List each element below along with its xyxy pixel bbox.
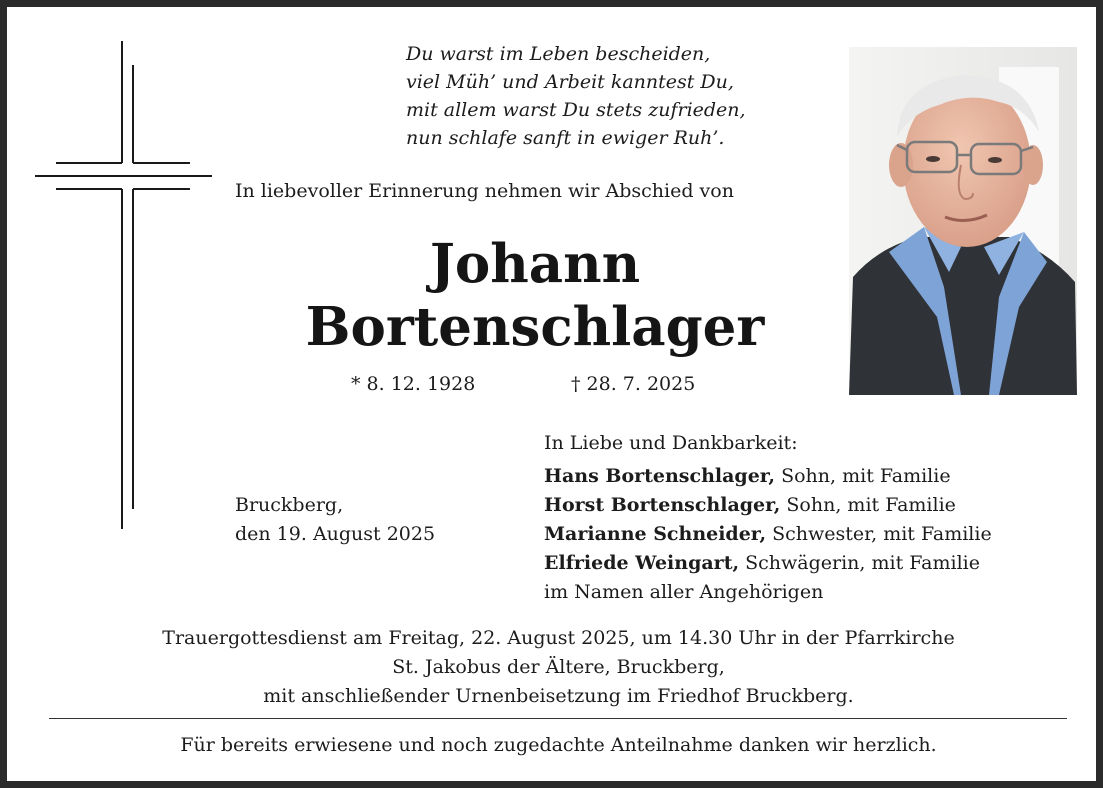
birth-date: * 8. 12. 1928 — [351, 373, 476, 395]
poem-line: Du warst im Leben bescheiden, — [406, 43, 711, 65]
thanks-heading: In Liebe und Dankbarkeit: — [544, 432, 798, 454]
mourner-entry — [544, 462, 992, 491]
divider — [49, 718, 1067, 719]
poem-line: mit allem warst Du stets zufrieden, — [406, 99, 746, 121]
funeral-service-info — [37, 624, 1080, 711]
service-line: St. Jakobus der Ältere, Bruckberg, — [392, 656, 725, 678]
poem — [406, 40, 746, 152]
mourner-relation: Sohn, mit Familie — [780, 494, 956, 516]
mourners-list — [544, 462, 992, 607]
mourner-name: Hans Bortenschlager, — [544, 465, 776, 487]
place: Bruckberg, — [235, 494, 344, 516]
deceased-first-name: Johann — [429, 233, 641, 295]
mourner-entry — [544, 491, 992, 520]
service-line: Trauergottesdienst am Freitag, 22. August 2025, um 14.30 Uhr in der Pfarrkirche — [162, 627, 955, 649]
mourner-name: Horst Bortenschlager, — [544, 494, 781, 516]
portrait-photo — [849, 47, 1077, 395]
deceased-last-name: Bortenschlager — [305, 296, 765, 358]
intro-text: In liebevoller Erinnerung nehmen wir Abschied von — [235, 180, 734, 202]
mourner-name: Marianne Schneider, — [544, 523, 767, 545]
poem-line: nun schlafe sanft in ewiger Ruh’. — [406, 127, 725, 149]
mourner-relation: Schwägerin, mit Familie — [739, 552, 980, 574]
closing-text: Für bereits erwiesene und noch zugedachte Anteilnahme danken wir herzlich. — [180, 734, 937, 756]
mourner-entry — [544, 520, 992, 549]
mourner-entry — [544, 549, 992, 578]
death-date: † 28. 7. 2025 — [571, 373, 696, 395]
poem-line: viel Müh’ und Arbeit kanntest Du, — [406, 71, 734, 93]
mourner-relation: Schwester, mit Familie — [766, 523, 992, 545]
service-line: mit anschließender Urnenbeisetzung im Friedhof Bruckberg. — [263, 685, 854, 707]
date: den 19. August 2025 — [235, 523, 436, 545]
mourners-closing: im Namen aller Angehörigen — [544, 581, 824, 603]
mourner-relation: Sohn, mit Familie — [775, 465, 951, 487]
cross-icon — [7, 7, 237, 547]
mourner-name: Elfriede Weingart, — [544, 552, 740, 574]
place-and-date — [235, 491, 435, 549]
